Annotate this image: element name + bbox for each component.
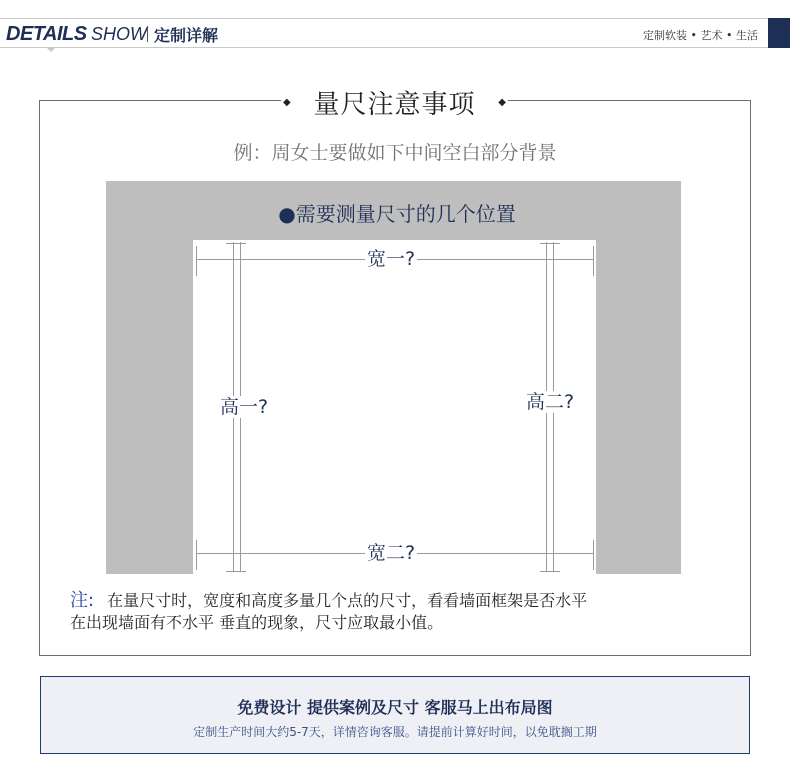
height-right-label: 高二? xyxy=(526,391,575,413)
width-top-label: 宽一? xyxy=(367,248,416,270)
header-separator xyxy=(147,26,148,42)
top-tick-right xyxy=(540,243,560,244)
header-accent-block xyxy=(768,18,790,48)
edge-tick-tl xyxy=(196,246,197,276)
top-tick-left xyxy=(226,243,246,244)
header-tagline: 定制软装 • 艺术 • 生活 xyxy=(643,29,758,42)
title-diamond-right-icon: ◆ xyxy=(498,97,506,108)
edge-tick-tr xyxy=(593,246,594,276)
diagram-heading: ●需要测量尺寸的几个位置 xyxy=(278,202,516,226)
note-text-2: 在出现墙面有不水平 垂直的现象，尺寸应取最小值。 xyxy=(70,613,444,632)
panel-top-border-left xyxy=(39,100,281,101)
example-caption: 例：周女士要做如下中间空白部分背景 xyxy=(233,142,557,164)
header-top-divider xyxy=(0,18,790,19)
measurement-note xyxy=(70,590,750,634)
section-title: 定制详解 xyxy=(154,26,219,45)
height-left-label: 高一? xyxy=(220,396,269,418)
banner-subtext: 定制生产时间大约5-7天，详情咨询客服。请提前计算好时间，以免耽搁工期 xyxy=(193,725,597,739)
note-line-1 xyxy=(70,590,750,612)
edge-tick-br xyxy=(593,540,594,570)
bottom-tick-right xyxy=(540,571,560,572)
header-bar xyxy=(0,18,790,50)
width-bottom-label: 宽二? xyxy=(367,542,416,564)
service-banner xyxy=(40,676,750,754)
page-title: 量尺注意事项 xyxy=(313,90,476,120)
note-label: 注: xyxy=(70,590,95,611)
banner-headline: 免费设计 提供案例及尺寸 客服马上出布局图 xyxy=(237,698,553,717)
bottom-tick-left xyxy=(226,571,246,572)
note-text-1: 在量尺寸时，宽度和高度多量几个点的尺寸，看看墙面框架是否水平 xyxy=(107,591,588,610)
brand-details: DETAILS xyxy=(6,23,87,45)
title-diamond-left-icon: ◆ xyxy=(283,97,291,108)
edge-tick-bl xyxy=(196,540,197,570)
panel-title-wrap xyxy=(281,84,508,118)
brand-show: SHOW xyxy=(91,24,147,44)
panel-top-border-right xyxy=(508,100,751,101)
header-notch-marker xyxy=(46,47,56,52)
header-bottom-divider xyxy=(0,47,790,48)
